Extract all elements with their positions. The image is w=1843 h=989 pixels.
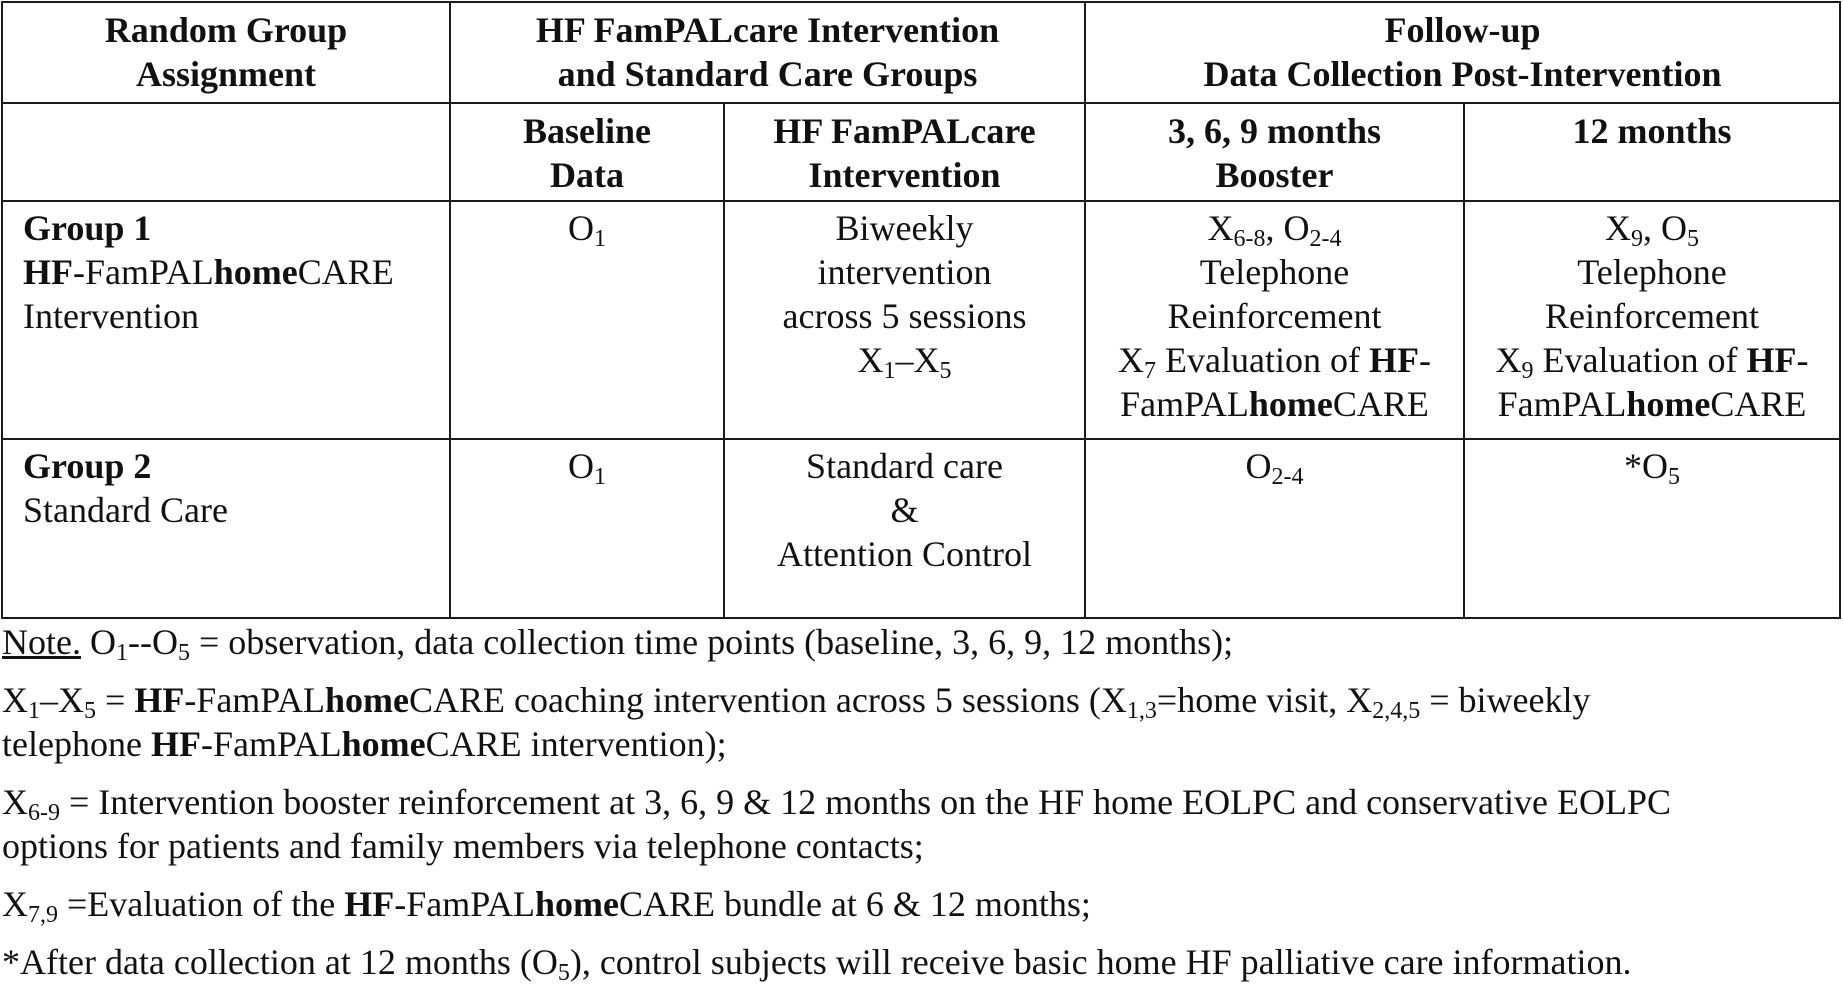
note-evaluation: $X_{7,9}$ =Evaluation of the HF-FamPALhomeCARE bundle at 6 & 12 months;: [2, 884, 1091, 928]
header-random-group-assignment: Random Group Assignment: [2, 2, 450, 103]
header-empty-cell: [2, 103, 450, 201]
header-12-months: 12 months: [1464, 103, 1840, 201]
header-baseline-data: Baseline Data: [450, 103, 724, 201]
group-2-label-cell: [2, 439, 450, 618]
group-2-intervention: Standard care & Attention Control: [724, 439, 1085, 618]
table-notes: [2, 620, 1840, 984]
group-1-baseline: $O_1$: [450, 201, 724, 439]
header-row-1: [2, 2, 1840, 103]
note-observations: Note. $O_1--O_5$ = observation, data collection time points (baseline, 3, 6, 9, 12 months);: [2, 622, 1234, 666]
group-1-intervention: Biweekly intervention across 5 sessions $X_1-X_5$: [724, 201, 1085, 439]
header-intervention-groups: HF FamPALcare Intervention and Standard Care Groups: [450, 2, 1085, 103]
header-famPALcare-intervention: HF FamPALcare Intervention: [724, 103, 1085, 201]
header-follow-up: Follow-up Data Collection Post-Intervention: [1085, 2, 1840, 103]
group-2-12-months: $*O_5$: [1464, 439, 1840, 618]
note-booster: $X_{6-9}$ = Intervention booster reinforcement at 3, 6, 9 & 12 months on the HF home EOLPC and conservative EOLPC options for patients and family members via telephone contacts;: [2, 782, 1671, 866]
group-2-name: Standard Care: [23, 490, 228, 530]
header-row-2: [2, 103, 1840, 201]
group-1-label: Group 1: [23, 208, 152, 248]
group-2-row: [2, 439, 1840, 618]
study-design-table: [1, 1, 1841, 619]
group-2-label: Group 2: [23, 446, 152, 486]
group-1-name: HF-FamPALhomeCARE: [23, 252, 394, 292]
group-2-baseline: $O_1$: [450, 439, 724, 618]
group-2-booster: $O_{2-4}$: [1085, 439, 1464, 618]
note-control-subjects: *After data collection at 12 months $(O_5)$, control subjects will receive basic home HF palliative care information.: [2, 942, 1632, 986]
group-1-row: [2, 201, 1840, 439]
group-1-booster: $X_{6-8}$, $O_{2-4}$ Telephone Reinforcement $X_7$ Evaluation of HF- FamPALhomeCARE: [1085, 201, 1464, 439]
group-1-12-months: $X_9$, $O_5$ Telephone Reinforcement $X_9$ Evaluation of HF- FamPALhomeCARE: [1464, 201, 1840, 439]
note-interventions: $X_1-X_5$ = HF-FamPALhomeCARE coaching intervention across 5 sessions ($X_{1,3}=home$ visit, $X_{2,4,5}$ = biweekly telephone HF-FamPALhomeCARE intervention);: [2, 680, 1591, 764]
header-booster-months: 3, 6, 9 months Booster: [1085, 103, 1464, 201]
group-1-label-cell: Group 1 HF-FamPALhomeCARE Intervention: [2, 201, 450, 439]
